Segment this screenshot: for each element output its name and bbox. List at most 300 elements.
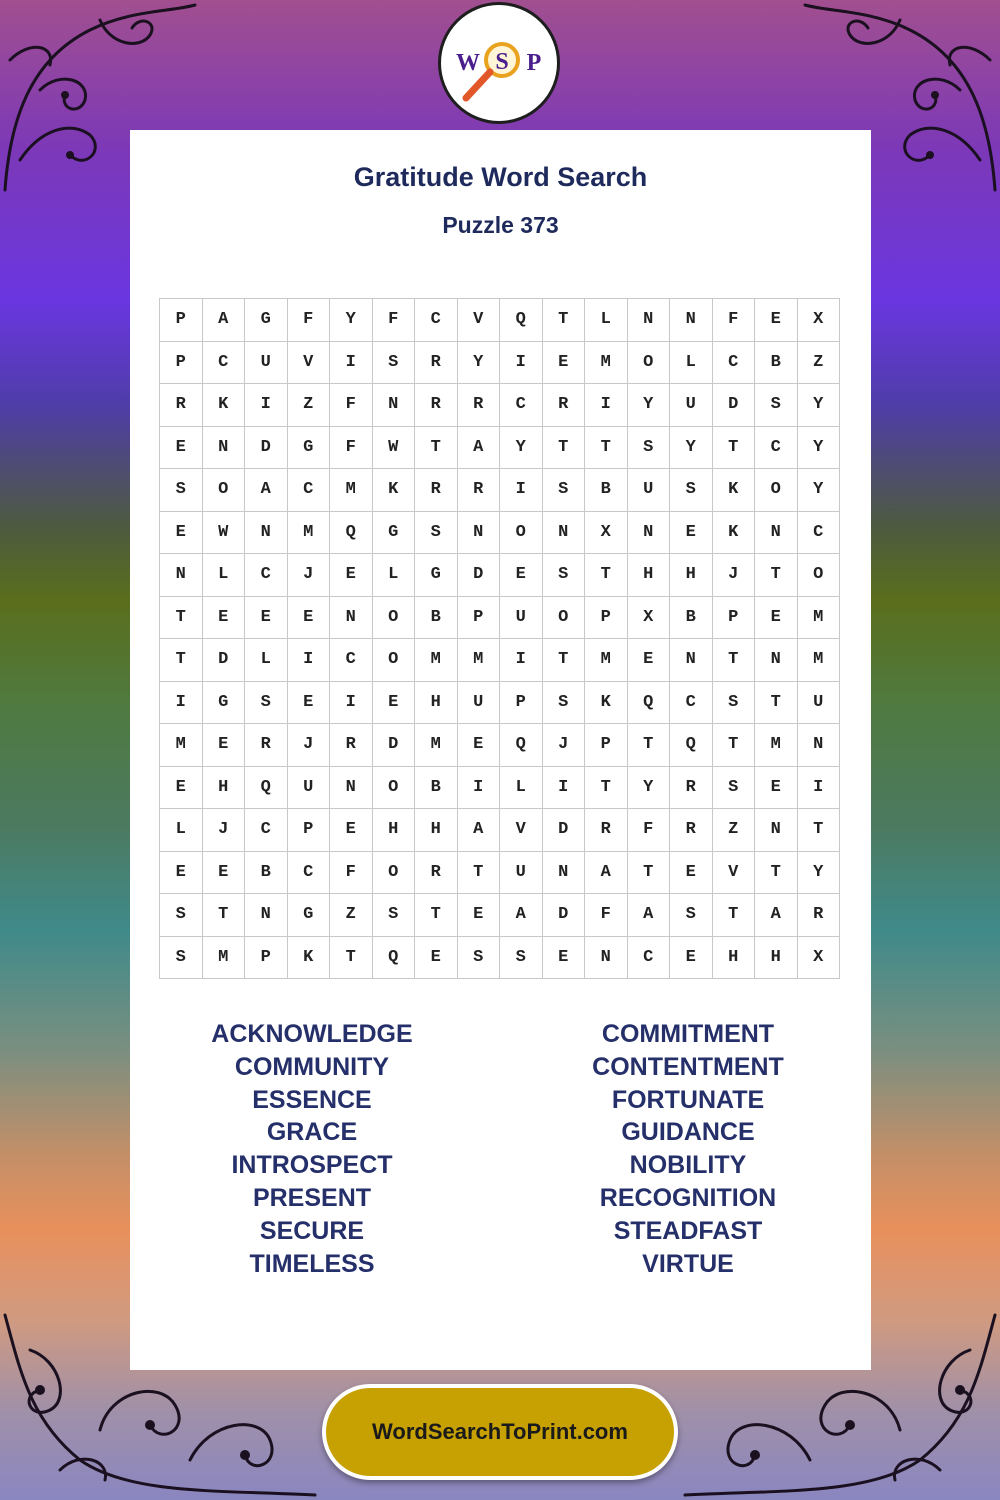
grid-cell[interactable]: C — [755, 426, 798, 469]
grid-cell[interactable]: R — [457, 469, 500, 512]
grid-cell[interactable]: S — [755, 384, 798, 427]
grid-cell[interactable]: N — [160, 554, 203, 597]
wsp-logo[interactable] — [438, 2, 560, 124]
grid-cell[interactable]: S — [627, 426, 670, 469]
grid-cell[interactable]: E — [330, 809, 373, 852]
grid-cell[interactable]: K — [287, 936, 330, 979]
grid-cell[interactable]: S — [245, 681, 288, 724]
magnifier-icon — [444, 8, 554, 118]
grid-cell[interactable]: M — [797, 596, 840, 639]
grid-cell[interactable]: T — [755, 554, 798, 597]
grid-cell[interactable]: T — [585, 766, 628, 809]
grid-cell[interactable]: G — [415, 554, 458, 597]
grid-cell[interactable]: O — [372, 596, 415, 639]
grid-cell[interactable]: N — [627, 299, 670, 342]
grid-cell[interactable]: Y — [500, 426, 543, 469]
grid-cell[interactable]: M — [202, 936, 245, 979]
grid-cell[interactable]: F — [330, 384, 373, 427]
grid-cell[interactable]: I — [330, 681, 373, 724]
grid-cell[interactable]: I — [585, 384, 628, 427]
grid-cell[interactable]: J — [202, 809, 245, 852]
word-list-item: GRACE — [266, 1118, 358, 1147]
grid-cell[interactable]: Y — [627, 766, 670, 809]
word-list-item: SECURE — [259, 1216, 365, 1245]
grid-cell[interactable]: T — [585, 554, 628, 597]
grid-cell[interactable]: D — [372, 724, 415, 767]
grid-row — [160, 809, 840, 852]
grid-cell[interactable]: S — [670, 894, 713, 937]
grid-cell[interactable]: U — [500, 596, 543, 639]
grid-row — [160, 681, 840, 724]
word-list-item: INTROSPECT — [231, 1151, 393, 1180]
grid-cell[interactable]: E — [457, 724, 500, 767]
grid-cell[interactable]: M — [415, 639, 458, 682]
grid-cell[interactable]: R — [415, 341, 458, 384]
grid-cell[interactable]: J — [712, 554, 755, 597]
grid-cell[interactable]: N — [457, 511, 500, 554]
grid-cell[interactable]: T — [585, 426, 628, 469]
grid-cell[interactable]: T — [755, 681, 798, 724]
grid-cell[interactable]: R — [542, 384, 585, 427]
grid-cell[interactable]: I — [457, 766, 500, 809]
grid-cell[interactable]: R — [670, 809, 713, 852]
grid-cell[interactable]: O — [542, 596, 585, 639]
grid-cell[interactable]: R — [670, 766, 713, 809]
puzzle-number: Puzzle 373 — [442, 212, 559, 238]
grid-cell[interactable]: E — [542, 936, 585, 979]
grid-cell[interactable]: Q — [330, 511, 373, 554]
grid-cell[interactable]: T — [712, 639, 755, 682]
grid-cell[interactable]: P — [160, 299, 203, 342]
word-list-item: FORTUNATE — [611, 1085, 765, 1114]
grid-cell[interactable]: E — [160, 851, 203, 894]
grid-cell[interactable]: O — [372, 766, 415, 809]
grid-cell[interactable]: E — [670, 511, 713, 554]
grid-cell[interactable]: U — [457, 681, 500, 724]
grid-cell[interactable]: H — [415, 809, 458, 852]
grid-cell[interactable]: H — [670, 554, 713, 597]
grid-cell[interactable]: Z — [797, 341, 840, 384]
grid-cell[interactable]: P — [585, 724, 628, 767]
grid-cell[interactable]: T — [542, 426, 585, 469]
grid-cell[interactable]: Y — [330, 299, 373, 342]
grid-cell[interactable]: I — [542, 766, 585, 809]
grid-cell[interactable]: M — [585, 639, 628, 682]
grid-cell[interactable]: G — [245, 299, 288, 342]
grid-cell[interactable]: V — [500, 809, 543, 852]
grid-cell[interactable]: F — [372, 299, 415, 342]
grid-row — [160, 639, 840, 682]
grid-cell[interactable]: L — [585, 299, 628, 342]
grid-cell[interactable]: P — [712, 596, 755, 639]
grid-cell[interactable]: R — [415, 469, 458, 512]
grid-cell[interactable]: S — [160, 469, 203, 512]
word-list-item: ACKNOWLEDGE — [211, 1020, 413, 1048]
grid-cell[interactable]: E — [287, 596, 330, 639]
grid-cell[interactable]: R — [415, 384, 458, 427]
grid-cell[interactable]: O — [202, 469, 245, 512]
grid-cell[interactable]: M — [585, 341, 628, 384]
grid-cell[interactable]: E — [755, 299, 798, 342]
grid-cell[interactable]: J — [287, 724, 330, 767]
word-list-item: CONTENTMENT — [592, 1052, 784, 1081]
grid-cell[interactable]: L — [670, 341, 713, 384]
grid-cell[interactable]: E — [670, 851, 713, 894]
grid-cell[interactable]: N — [245, 511, 288, 554]
site-link-button[interactable] — [322, 1384, 678, 1480]
grid-cell[interactable]: Q — [500, 724, 543, 767]
grid-cell[interactable]: G — [372, 511, 415, 554]
grid-cell[interactable]: J — [542, 724, 585, 767]
grid-cell[interactable]: T — [712, 724, 755, 767]
grid-cell[interactable]: B — [415, 596, 458, 639]
grid-cell[interactable]: Y — [627, 384, 670, 427]
grid-cell[interactable]: S — [160, 894, 203, 937]
grid-cell[interactable]: E — [457, 894, 500, 937]
grid-cell[interactable]: U — [670, 384, 713, 427]
grid-cell[interactable]: S — [542, 681, 585, 724]
grid-cell[interactable]: Z — [287, 384, 330, 427]
grid-cell[interactable]: E — [202, 724, 245, 767]
grid-row — [160, 469, 840, 512]
grid-cell[interactable]: D — [457, 554, 500, 597]
grid-cell[interactable]: O — [372, 851, 415, 894]
grid-cell[interactable]: N — [330, 596, 373, 639]
grid-cell[interactable]: N — [670, 639, 713, 682]
grid-cell[interactable]: E — [202, 851, 245, 894]
grid-cell[interactable]: D — [245, 426, 288, 469]
grid-cell[interactable]: B — [245, 851, 288, 894]
grid-cell[interactable]: K — [712, 469, 755, 512]
grid-row — [160, 384, 840, 427]
grid-cell[interactable]: B — [585, 469, 628, 512]
grid-cell[interactable]: F — [627, 809, 670, 852]
grid-cell[interactable]: Y — [797, 426, 840, 469]
grid-cell[interactable]: Q — [245, 766, 288, 809]
word-list-item: RECOGNITION — [599, 1183, 777, 1212]
grid-cell[interactable]: B — [755, 341, 798, 384]
grid-cell[interactable]: J — [287, 554, 330, 597]
grid-cell[interactable]: C — [500, 384, 543, 427]
grid-cell[interactable]: E — [287, 681, 330, 724]
grid-cell[interactable]: I — [330, 341, 373, 384]
grid-cell[interactable]: E — [500, 554, 543, 597]
grid-cell[interactable]: R — [585, 809, 628, 852]
grid-cell[interactable]: A — [585, 851, 628, 894]
grid-cell[interactable]: T — [627, 851, 670, 894]
page-title: Gratitude Word Search — [353, 162, 648, 192]
word-list-item: COMMUNITY — [234, 1052, 390, 1081]
grid-cell[interactable]: N — [670, 299, 713, 342]
grid-cell[interactable]: C — [287, 851, 330, 894]
grid-cell[interactable]: N — [755, 639, 798, 682]
grid-cell[interactable]: S — [670, 469, 713, 512]
grid-cell[interactable]: N — [542, 511, 585, 554]
grid-cell[interactable]: W — [372, 426, 415, 469]
grid-cell[interactable]: K — [712, 511, 755, 554]
grid-cell[interactable]: T — [712, 894, 755, 937]
grid-cell[interactable]: F — [712, 299, 755, 342]
word-list-item: NOBILITY — [629, 1151, 747, 1180]
grid-cell[interactable]: R — [330, 724, 373, 767]
grid-cell[interactable]: S — [372, 341, 415, 384]
grid-cell[interactable]: G — [287, 894, 330, 937]
grid-cell[interactable]: H — [415, 681, 458, 724]
grid-cell[interactable]: I — [797, 766, 840, 809]
grid-cell[interactable]: M — [330, 469, 373, 512]
grid-cell[interactable]: T — [330, 936, 373, 979]
site-link-label: WordSearchToPrint.com — [372, 1419, 628, 1444]
grid-cell[interactable]: H — [712, 936, 755, 979]
grid-cell[interactable]: P — [245, 936, 288, 979]
grid-cell[interactable]: I — [245, 384, 288, 427]
grid-cell[interactable]: A — [755, 894, 798, 937]
grid-cell[interactable]: E — [755, 766, 798, 809]
grid-cell[interactable]: Z — [330, 894, 373, 937]
grid-cell[interactable]: O — [755, 469, 798, 512]
grid-cell[interactable]: A — [457, 426, 500, 469]
grid-row — [160, 511, 840, 554]
grid-cell[interactable]: P — [287, 809, 330, 852]
grid-row — [160, 851, 840, 894]
grid-cell[interactable]: E — [372, 681, 415, 724]
grid-cell[interactable]: L — [372, 554, 415, 597]
grid-cell[interactable]: P — [500, 681, 543, 724]
word-list-item: STEADFAST — [613, 1216, 763, 1245]
grid-cell[interactable]: P — [457, 596, 500, 639]
grid-cell[interactable]: G — [202, 681, 245, 724]
grid-cell[interactable]: E — [755, 596, 798, 639]
grid-cell[interactable]: Q — [372, 936, 415, 979]
grid-cell[interactable]: A — [457, 809, 500, 852]
grid-cell[interactable]: E — [160, 511, 203, 554]
grid-cell[interactable]: C — [712, 341, 755, 384]
grid-cell[interactable]: T — [415, 426, 458, 469]
word-list-right — [538, 1018, 838, 1280]
grid-cell[interactable]: A — [202, 299, 245, 342]
grid-cell[interactable]: T — [160, 639, 203, 682]
grid-cell[interactable]: N — [585, 936, 628, 979]
grid-cell[interactable]: B — [670, 596, 713, 639]
grid-cell[interactable]: M — [755, 724, 798, 767]
grid-cell[interactable]: C — [245, 809, 288, 852]
letter-grid[interactable] — [159, 298, 840, 979]
grid-cell[interactable]: X — [797, 299, 840, 342]
grid-cell[interactable]: H — [372, 809, 415, 852]
grid-cell[interactable]: S — [160, 936, 203, 979]
grid-cell[interactable]: S — [542, 469, 585, 512]
grid-cell[interactable]: N — [202, 426, 245, 469]
grid-cell[interactable]: A — [245, 469, 288, 512]
grid-cell[interactable]: D — [712, 384, 755, 427]
grid-cell[interactable]: X — [797, 936, 840, 979]
grid-cell[interactable]: Z — [712, 809, 755, 852]
grid-cell[interactable]: K — [372, 469, 415, 512]
grid-cell[interactable]: P — [160, 341, 203, 384]
grid-cell[interactable]: T — [712, 426, 755, 469]
word-list-left — [162, 1018, 462, 1280]
grid-cell[interactable]: Q — [627, 681, 670, 724]
grid-cell[interactable]: Y — [797, 384, 840, 427]
grid-cell[interactable]: Y — [457, 341, 500, 384]
word-list-item: ESSENCE — [252, 1085, 372, 1114]
grid-row — [160, 724, 840, 767]
grid-cell[interactable]: E — [160, 426, 203, 469]
grid-cell[interactable]: S — [542, 554, 585, 597]
grid-cell[interactable]: Y — [797, 851, 840, 894]
logo-letter-s: S — [495, 49, 509, 75]
grid-cell[interactable]: L — [202, 554, 245, 597]
word-list-item: VIRTUE — [642, 1249, 734, 1278]
grid-cell[interactable]: M — [160, 724, 203, 767]
grid-cell[interactable]: D — [542, 894, 585, 937]
grid-cell[interactable]: V — [457, 299, 500, 342]
grid-cell[interactable]: E — [160, 766, 203, 809]
grid-cell[interactable]: S — [415, 511, 458, 554]
grid-cell[interactable]: L — [245, 639, 288, 682]
grid-cell[interactable]: C — [245, 554, 288, 597]
grid-cell[interactable]: I — [500, 469, 543, 512]
word-list-item: PRESENT — [252, 1183, 372, 1212]
grid-row — [160, 341, 840, 384]
grid-cell[interactable]: I — [500, 639, 543, 682]
grid-cell[interactable]: N — [542, 851, 585, 894]
grid-cell[interactable]: T — [797, 809, 840, 852]
grid-cell[interactable]: E — [627, 639, 670, 682]
grid-cell[interactable]: V — [712, 851, 755, 894]
grid-cell[interactable]: T — [627, 724, 670, 767]
grid-cell[interactable]: R — [415, 851, 458, 894]
grid-row — [160, 766, 840, 809]
grid-cell[interactable]: U — [287, 766, 330, 809]
grid-cell[interactable]: C — [202, 341, 245, 384]
word-list-item: TIMELESS — [249, 1249, 375, 1278]
grid-cell[interactable]: T — [542, 299, 585, 342]
grid-cell[interactable]: S — [712, 681, 755, 724]
grid-cell[interactable]: N — [372, 384, 415, 427]
grid-cell[interactable]: N — [755, 809, 798, 852]
grid-cell[interactable]: H — [627, 554, 670, 597]
grid-cell[interactable]: F — [585, 894, 628, 937]
grid-cell[interactable]: H — [202, 766, 245, 809]
grid-cell[interactable]: C — [330, 639, 373, 682]
grid-cell[interactable]: R — [797, 894, 840, 937]
grid-cell[interactable]: Q — [500, 299, 543, 342]
grid-cell[interactable]: F — [330, 851, 373, 894]
grid-cell[interactable]: B — [415, 766, 458, 809]
grid-cell[interactable]: O — [500, 511, 543, 554]
grid-cell[interactable]: R — [457, 384, 500, 427]
grid-cell[interactable]: U — [627, 469, 670, 512]
grid-cell[interactable]: R — [245, 724, 288, 767]
logo-letter-w: W — [456, 50, 480, 76]
grid-cell[interactable]: D — [202, 639, 245, 682]
puzzle-card — [130, 130, 871, 1370]
grid-cell[interactable]: Q — [670, 724, 713, 767]
grid-row — [160, 596, 840, 639]
grid-cell[interactable]: I — [500, 341, 543, 384]
grid-cell[interactable]: Y — [797, 469, 840, 512]
grid-cell[interactable]: T — [755, 851, 798, 894]
grid-cell[interactable]: H — [755, 936, 798, 979]
grid-cell[interactable]: T — [457, 851, 500, 894]
word-list-item: COMMITMENT — [601, 1020, 775, 1048]
grid-cell[interactable]: V — [287, 341, 330, 384]
grid-cell[interactable]: F — [330, 426, 373, 469]
grid-cell[interactable]: T — [542, 639, 585, 682]
grid-cell[interactable]: T — [160, 596, 203, 639]
grid-cell[interactable]: I — [287, 639, 330, 682]
grid-cell[interactable]: X — [585, 511, 628, 554]
grid-cell[interactable]: C — [797, 511, 840, 554]
grid-cell[interactable]: G — [287, 426, 330, 469]
grid-cell[interactable]: U — [797, 681, 840, 724]
grid-cell[interactable]: S — [500, 936, 543, 979]
grid-cell[interactable]: N — [245, 894, 288, 937]
grid-cell[interactable]: C — [287, 469, 330, 512]
grid-cell[interactable]: S — [457, 936, 500, 979]
grid-cell[interactable]: L — [500, 766, 543, 809]
grid-row — [160, 426, 840, 469]
grid-cell[interactable]: T — [415, 894, 458, 937]
grid-cell[interactable]: O — [372, 639, 415, 682]
grid-cell[interactable]: M — [415, 724, 458, 767]
grid-cell[interactable]: K — [585, 681, 628, 724]
grid-cell[interactable]: W — [202, 511, 245, 554]
grid-cell[interactable]: C — [415, 299, 458, 342]
grid-cell[interactable]: O — [797, 554, 840, 597]
grid-cell[interactable]: C — [670, 681, 713, 724]
grid-cell[interactable]: T — [202, 894, 245, 937]
grid-cell[interactable]: U — [245, 341, 288, 384]
grid-cell[interactable]: P — [585, 596, 628, 639]
grid-cell[interactable]: E — [202, 596, 245, 639]
grid-cell[interactable]: R — [160, 384, 203, 427]
grid-cell[interactable]: D — [542, 809, 585, 852]
grid-cell[interactable]: N — [330, 766, 373, 809]
grid-cell[interactable]: N — [627, 511, 670, 554]
grid-cell[interactable]: N — [755, 511, 798, 554]
grid-cell[interactable]: A — [627, 894, 670, 937]
grid-cell[interactable]: Y — [670, 426, 713, 469]
grid-cell[interactable]: E — [670, 936, 713, 979]
grid-cell[interactable]: M — [287, 511, 330, 554]
grid-cell[interactable]: E — [542, 341, 585, 384]
word-list-item: GUIDANCE — [621, 1118, 755, 1147]
grid-row — [160, 894, 840, 937]
grid-cell[interactable]: A — [500, 894, 543, 937]
grid-cell[interactable]: S — [372, 894, 415, 937]
grid-cell[interactable]: L — [160, 809, 203, 852]
grid-cell[interactable]: M — [797, 639, 840, 682]
grid-cell[interactable]: N — [797, 724, 840, 767]
grid-cell[interactable]: O — [627, 341, 670, 384]
grid-cell[interactable]: E — [330, 554, 373, 597]
grid-cell[interactable]: M — [457, 639, 500, 682]
grid-cell[interactable]: F — [287, 299, 330, 342]
grid-cell[interactable]: E — [415, 936, 458, 979]
grid-cell[interactable]: E — [245, 596, 288, 639]
grid-cell[interactable]: S — [712, 766, 755, 809]
grid-row — [160, 299, 840, 342]
grid-cell[interactable]: X — [627, 596, 670, 639]
logo-letter-p: P — [526, 50, 542, 76]
grid-row — [160, 554, 840, 597]
grid-cell[interactable]: U — [500, 851, 543, 894]
grid-cell[interactable]: K — [202, 384, 245, 427]
grid-cell[interactable]: C — [627, 936, 670, 979]
grid-cell[interactable]: I — [160, 681, 203, 724]
